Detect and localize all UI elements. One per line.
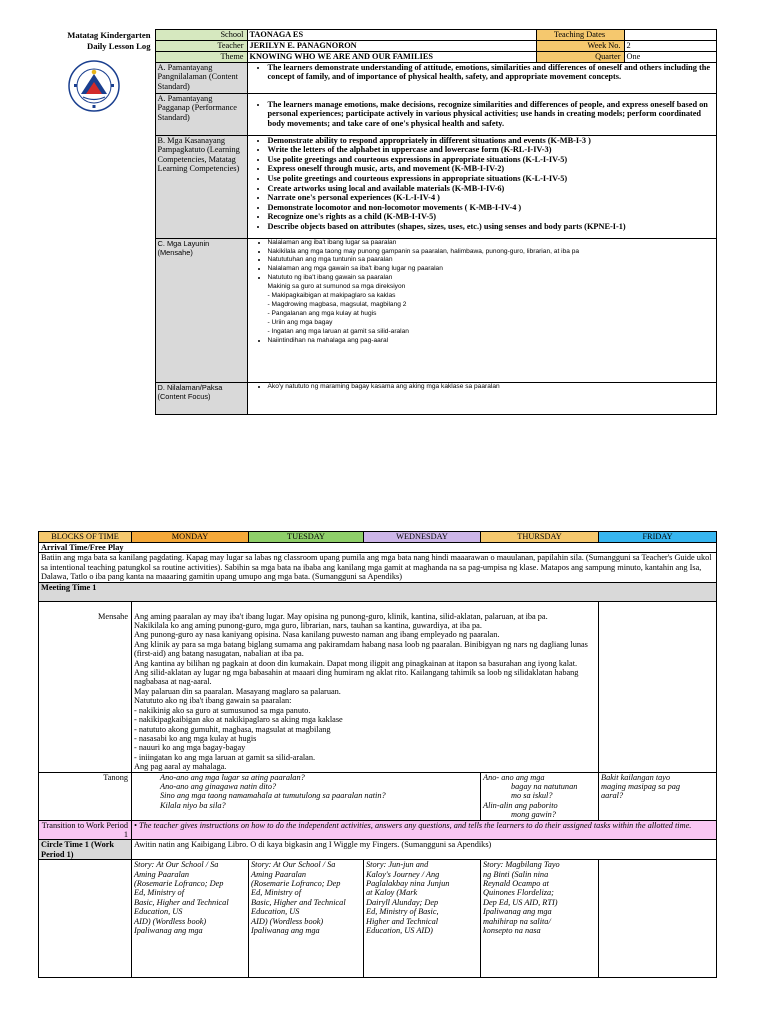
- story-line: Basic, Higher and Technical: [251, 897, 346, 907]
- school-value: TAONAGA ES: [247, 30, 536, 41]
- competency-item: • Create artworks using local and available materials (K-MB-I-IV-6): [268, 184, 714, 194]
- arrival-row: [39, 553, 717, 582]
- stories-row: [39, 860, 717, 978]
- circle-time-row: [39, 840, 717, 860]
- story-line: Ipaliwanag ang mga: [251, 926, 320, 936]
- objective-item: • Natututuhan ang mga tuntunin sa paaralan: [268, 256, 714, 265]
- story-line: Quinones Flordeliza;: [483, 888, 554, 898]
- performance-standard-item: • The learners manage emotions, make decisions, recognize similarities and differences of people, and express oneself based on personal experiences; participate actively in various physical activities; use hands in creating models; perform coordinated body movements; and take care of one's physical health and safety.: [268, 100, 714, 129]
- story-line: Education, US AID): [366, 926, 433, 936]
- circle-time-label: Circle Time 1 (Work Period 1): [39, 840, 132, 860]
- tanong-line: Sino ang mga taong namamahala at tumutulong sa paaralan natin?: [160, 791, 386, 801]
- story-line: (Rosemarie Lofranco; Dep: [251, 879, 341, 888]
- mensahe-line: - nakikipagkaibigan ako at nakikipaglaro sa aking mga kaklase: [134, 715, 343, 725]
- transition-text: • The teacher gives instructions on how to do the independent activities, answers any questions, and tells the learners to do their assigned tasks within the allotted time.: [132, 820, 717, 840]
- mensahe-line: Ang pag aaral ay mahalaga.: [134, 762, 227, 772]
- program-title: [38, 30, 155, 52]
- story-line: Dairyll Alunday; Dep: [366, 897, 439, 907]
- topic-text: [247, 382, 716, 414]
- tanong-thursday: [481, 772, 599, 820]
- col-friday: FRIDAY: [599, 532, 717, 543]
- competency-item: • Narrate one's personal experiences (K-L-I-IV-4 ): [268, 193, 714, 203]
- objective-line: - Makipagkaibigan at makipaglaro sa kaklas: [267, 292, 396, 300]
- story-line: AID) (Wordless book): [134, 916, 207, 926]
- mensahe-row: [39, 601, 717, 772]
- program-line2: Daily Lesson Log: [86, 40, 151, 51]
- header-table: [38, 29, 717, 415]
- competencies-list: [247, 135, 716, 238]
- tanong-line: bagay na natutunan: [511, 781, 578, 791]
- competency-item: • Use polite greetings and courteous expressions in appropriate situations (K-L-I-IV-5): [268, 155, 714, 165]
- competency-item: • Demonstrate ability to respond appropriately in different situations and events (K-MB-I-3 ): [268, 136, 714, 146]
- transition-label: Transition to Work Period 1: [39, 820, 132, 840]
- col-blocks-of-time: BLOCKS OF TIME: [39, 532, 132, 543]
- topic-item: • Ako'y natututo ng maraming bagay kasama ang aking mga kaklase sa paaralan: [268, 383, 714, 392]
- meeting-time-row: [39, 582, 717, 601]
- story-line: Education, US: [251, 907, 300, 917]
- col-monday: MONDAY: [132, 532, 249, 543]
- seal-cell: [38, 52, 155, 415]
- week-value: 2: [624, 41, 716, 52]
- tanong-mon-wed: [132, 772, 481, 820]
- mensahe-line: - iniingatan ko ang mga laruan at gamit sa silid-aralan.: [134, 752, 316, 762]
- arrival-text: Batiin ang mga bata sa kanilang pagdating. Kapag may lugar sa labas ng classroom upang pumila ang mga bata nang hindi maaarawan o mauulanan, papilahin sila. (Sumangguni sa Teacher's Guide ukol sa intentional teaching patungkol sa routine activities). Sabihin sa mga bata na ibaba ang kanilang mga gamit at maghanda na sa pag-umpisa ng klase. Matapos ang sampung minuto, kantahin ang Isa, Dalawa, Tatlo o iba pang kanta na maaaring gamitin upang umupo ang mga bata. (Sumangguni sa Apendiks): [39, 553, 717, 582]
- story-line: Ed, Ministry of: [251, 888, 302, 898]
- mensahe-line: Nakikilala ko ang aming punong-guro, mga guro, librarian, nars, tauhan sa kantina, guwardiya, at iba pa.: [134, 621, 482, 631]
- teacher-value: JERILYN E. PANAGNORON: [247, 41, 536, 52]
- story-line: konsepto na nasa: [483, 926, 541, 936]
- mensahe-text: [132, 601, 599, 772]
- objective-item: • Nakikilala ang mga taong may punong gampanin sa paaralan, halimbawa, punong-guro, librarian, at iba pa: [268, 248, 714, 257]
- story-line: ng Binti (Salin nina: [483, 869, 549, 879]
- mensahe-line: Ang aming paaralan ay may iba't ibang lugar. May opisina ng punong-guro, klinik, kantina, silid-aklatan, palaruan, at iba pa.: [134, 611, 548, 621]
- col-tuesday: TUESDAY: [249, 532, 364, 543]
- story-line: Ipaliwanag ang mga: [134, 926, 203, 936]
- content-standard-text: [247, 62, 716, 93]
- mensahe-line: Ang klinik ay para sa mga batang biglang sumama ang pakiramdam habang nasa loob ng paaralan. Binibigyan ng nars ng dagliang lunas (first-aid) ang batang nasugatan, nabalian at iba pa.: [134, 639, 588, 659]
- story-tuesday: [249, 860, 364, 978]
- tanong-line: Bakit kailangan tayo: [601, 772, 671, 782]
- schedule-header-row: [39, 532, 717, 543]
- story-wednesday: [364, 860, 481, 978]
- competency-item: • Recognize one's rights as a child (K-MB-I-IV-5): [268, 212, 714, 222]
- mensahe-line: May palaruan din sa paaralan. Masayang maglaro sa palaruan.: [134, 686, 341, 696]
- story-monday: [132, 860, 249, 978]
- story-line: (Rosemarie Lofranco; Dep: [134, 879, 224, 888]
- mensahe-line: - nauuri ko ang mga bagay-bagay: [134, 743, 246, 753]
- teacher-label: Teacher: [155, 41, 247, 52]
- tanong-line: Kilala niyo ba sila?: [160, 800, 226, 810]
- quarter-label: Quarter: [536, 52, 624, 63]
- col-wednesday: WEDNESDAY: [364, 532, 481, 543]
- story-line: Ed, Ministry of Basic,: [366, 907, 439, 917]
- tanong-line: mong gawin?: [511, 810, 556, 820]
- transition-row: [39, 820, 717, 840]
- story-line: Basic, Higher and Technical: [134, 897, 229, 907]
- competency-item: • Describe objects based on attributes (shapes, sizes, uses, etc.) using senses and body parts (KPNE-I-1): [268, 222, 714, 232]
- mensahe-line: Ang silid-aklatan ay lugar ng mga babasahin at maaari ding humiram ng aklat rito. Kailangang tahimik sa loob ng silidaklatan habang nagbabasa at nag-aaral.: [134, 668, 579, 687]
- story-line: Story: Magbilang Tayo: [483, 860, 560, 870]
- tanong-line: aaral?: [601, 791, 624, 801]
- story-line: Ipaliwanag ang mga: [483, 907, 552, 917]
- objective-item: • Natututo ng iba't ibang gawain sa paaralan: [268, 274, 714, 283]
- content-standard-label: A. Pamantayang Pangnilalaman (Content Standard): [155, 62, 247, 93]
- story-line: Paglalakbay nina Junjun: [366, 879, 450, 888]
- story-line: AID) (Wordless book): [251, 916, 324, 926]
- mensahe-line: - nasasabi ko ang mga kulay at hugis: [134, 733, 257, 743]
- story-line: Aming Paaralan: [134, 869, 190, 879]
- mensahe-friday: [599, 601, 717, 772]
- story-line: Dep Ed, US AID, RTI): [483, 897, 558, 907]
- competency-item: • Demonstrate locomotor and non-locomotor movements ( K-MB-I-IV-4 ): [268, 203, 714, 213]
- arrival-title: Arrival Time/Free Play: [39, 543, 717, 553]
- col-thursday: THURSDAY: [481, 532, 599, 543]
- stories-blank: [39, 860, 132, 978]
- story-line: at Kaloy (Mark: [366, 888, 418, 898]
- objective-line: - Pangalanan ang mga kulay at hugis: [267, 309, 377, 317]
- tanong-row: [39, 772, 717, 820]
- teaching-dates-label: Teaching Dates: [536, 30, 624, 41]
- objective-line: - Uriin ang mga bagay: [267, 318, 333, 326]
- mensahe-line: - nakikinig ako sa guro at sumusunod sa mga panuto.: [134, 705, 311, 715]
- story-line: Ed, Ministry of: [134, 888, 185, 898]
- tanong-label: Tanong: [39, 772, 132, 820]
- story-line: Story: Jun-jun and: [366, 860, 429, 870]
- story-line: mahihirap na salita/: [483, 916, 551, 926]
- competency-item: • Express oneself through music, arts, and movement (K-MB-I-IV-2): [268, 164, 714, 174]
- tanong-friday: [599, 772, 717, 820]
- objective-item: • Nalalaman ang mga gawain sa iba't ibang lugar ng paaralan: [268, 265, 714, 274]
- mensahe-line: Ang kantina ay bilihan ng pagkain at doon din kumakain. Dapat mong iligpit ang pinagkainan at itapon sa basurahan ang iyong kalat.: [134, 658, 578, 668]
- lesson-log-header: [38, 29, 716, 415]
- tanong-line: Ano-ano ang mga lugar sa ating paaralan?: [160, 772, 305, 782]
- story-line: Kaloy's Journey / Ang: [366, 869, 440, 879]
- story-line: Story: At Our School / Sa: [251, 860, 336, 870]
- topic-label: D. Nilalaman/Paksa (Content Focus): [155, 382, 247, 414]
- story-thursday: [481, 860, 599, 978]
- objective-item: • Naiintindihan na mahalaga ang pag-aaral: [268, 337, 714, 346]
- arrival-title-row: [39, 543, 717, 553]
- weekly-schedule: [38, 531, 716, 978]
- tanong-line: Ano- ano ang mga: [483, 772, 545, 782]
- competencies-label: B. Mga Kasanayang Pampagkatuto (Learning Competencies, Matatag Learning Competencies): [155, 135, 247, 238]
- objectives-list: [247, 238, 716, 382]
- story-line: Aming Paaralan: [251, 869, 307, 879]
- competency-item: • Use polite greetings and courteous expressions in appropriate situations (K-L-I-IV-5): [268, 174, 714, 184]
- performance-standard-text: [247, 93, 716, 135]
- mensahe-line: Ang punong-guro ay nasa kaniyang opisina. Nasa kanilang puwesto naman ang ibang empleyado ng paaralan.: [134, 630, 500, 640]
- school-label: School: [155, 30, 247, 41]
- story-line: Higher and Technical: [366, 916, 439, 926]
- quarter-value: One: [624, 52, 716, 63]
- story-friday: [599, 860, 717, 978]
- tanong-line: Alin-alin ang paborito: [483, 800, 558, 810]
- performance-standard-label: A. Pamantayang Pagganap (Performance Standard): [155, 93, 247, 135]
- story-line: Story: At Our School / Sa: [134, 860, 219, 870]
- mensahe-label: Mensahe: [39, 601, 132, 772]
- tanong-line: mo sa iskul?: [511, 791, 553, 801]
- program-line1: Matatag Kindergarten: [67, 29, 151, 40]
- tanong-line: Ano-ano ang ginagawa natin dito?: [160, 781, 277, 791]
- theme-value: KNOWING WHO WE ARE AND OUR FAMILIES: [247, 52, 536, 63]
- circle-time-text: Awitin natin ang Kaibigang Libro. O di kaya bigkasin ang I Wiggle my Fingers. (Sumangguni sa Apendiks): [132, 840, 717, 860]
- objective-line: - Ingatan ang mga laruan at gamit sa silid-aralan: [267, 327, 409, 335]
- schedule-table: [38, 531, 717, 978]
- objective-line: - Magdrowing magbasa, magsulat, magbilang 2: [267, 300, 407, 308]
- objectives-label: C. Mga Layunin (Mensahe): [155, 238, 247, 382]
- meeting-time-title: Meeting Time 1: [39, 582, 717, 601]
- deped-seal-icon: [68, 60, 120, 112]
- objective-item: • Nalalaman ang iba't ibang lugar sa paaralan: [268, 239, 714, 248]
- mensahe-line: - natututo akong gumuhit, magbasa, magsulat at magbilang: [134, 724, 331, 734]
- teaching-dates-value: [624, 30, 716, 41]
- objective-line: Makinig sa guro at sumunod sa mga direksiyon: [267, 283, 406, 291]
- story-line: Reynald Ocampo at: [483, 879, 549, 888]
- week-label: Week No.: [536, 41, 624, 52]
- competency-item: • Write the letters of the alphabet in uppercase and lowercase form (K-RL-I-IV-3): [268, 145, 714, 155]
- theme-label: Theme: [155, 52, 247, 63]
- tanong-line: maging masipag sa pag: [601, 781, 681, 791]
- content-standard-item: • The learners demonstrate understanding of attitude, emotions, similarities and differences of oneself and others including the concept of family, and of importance of physical health, safety, and appropriate movement concepts.: [268, 63, 714, 82]
- story-line: Education, US: [134, 907, 183, 917]
- mensahe-line: Natututo ako ng iba't ibang gawain sa paaralan:: [134, 696, 292, 706]
